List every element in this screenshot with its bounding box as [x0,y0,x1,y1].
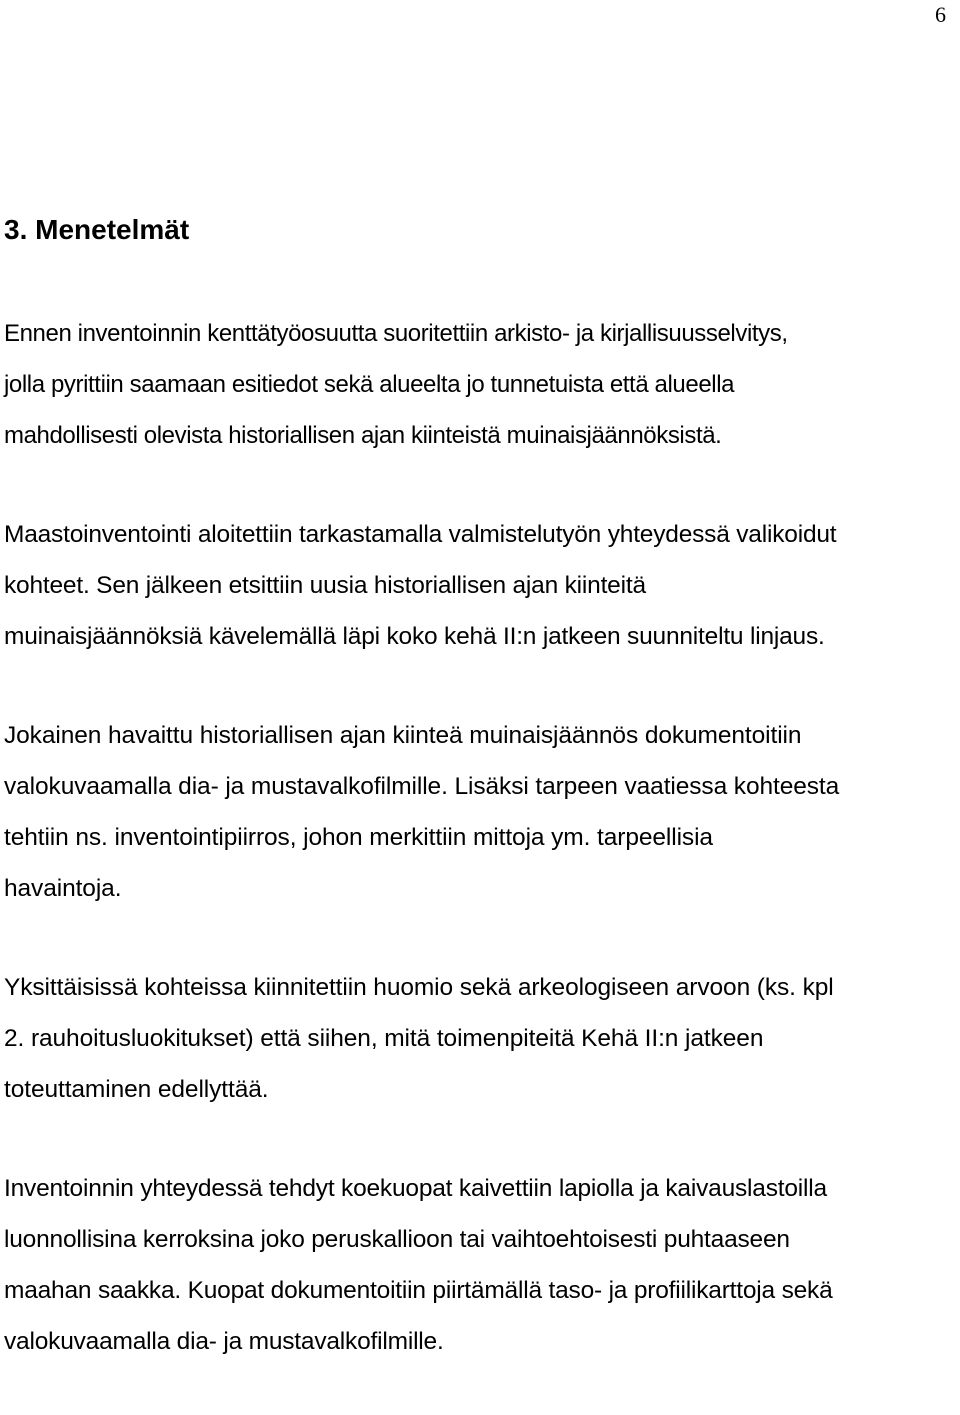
page-number: 6 [935,2,946,27]
text-line: maahan saakka. Kuopat dokumentoitiin piirtämällä taso- ja profiilikarttoja sekä [4,1277,833,1304]
text-line: muinaisjäännöksiä kävelemällä läpi koko kehä II:n jatkeen suunniteltu linjaus. [4,623,825,650]
text-line: jolla pyrittiin saamaan esitiedot sekä alueelta jo tunnetuista että alueella [4,371,735,398]
paragraph-documentation [4,710,956,914]
body-text [4,308,956,1415]
text-line: luonnollisina kerroksina joko peruskallioon tai vaihtoehtoisesti puhtaaseen [4,1226,790,1253]
text-line: Maastoinventointi aloitettiin tarkastamalla valmistelutyön yhteydessä valikoidut [4,521,837,548]
text-line: Ennen inventoinnin kenttätyöosuutta suoritettiin arkisto- ja kirjallisuusselvitys, [4,320,788,347]
text-line: havaintoja. [4,875,122,902]
text-line: toteuttaminen edellyttää. [4,1076,269,1103]
paragraph-assessment [4,962,956,1115]
paragraph-archive-research [4,308,956,461]
paragraph-test-pits [4,1163,956,1367]
text-line: Yksittäisissä kohteissa kiinnitettiin huomio sekä arkeologiseen arvoon (ks. kpl [4,974,834,1001]
text-line: Inventoinnin yhteydessä tehdyt koekuopat kaivettiin lapiolla ja kaivauslastoilla [4,1175,827,1202]
text-line: mahdollisesti olevista historiallisen ajan kiinteistä muinaisjäännöksistä. [4,422,722,449]
text-line: 2. rauhoitusluokitukset) että siihen, mitä toimenpiteitä Kehä II:n jatkeen [4,1025,764,1052]
text-line: valokuvaamalla dia- ja mustavalkofilmille. [4,1328,444,1355]
text-line: tehtiin ns. inventointipiirros, johon merkittiin mittoja ym. tarpeellisia [4,824,713,851]
text-line: valokuvaamalla dia- ja mustavalkofilmille. Lisäksi tarpeen vaatiessa kohteesta [4,773,840,800]
paragraph-field-inventory [4,509,956,662]
text-line: kohteet. Sen jälkeen etsittiin uusia historiallisen ajan kiinteitä [4,572,646,599]
text-line: Jokainen havaittu historiallisen ajan kiinteä muinaisjäännös dokumentoitiin [4,722,802,749]
section-heading: 3. Menetelmät [4,214,190,245]
